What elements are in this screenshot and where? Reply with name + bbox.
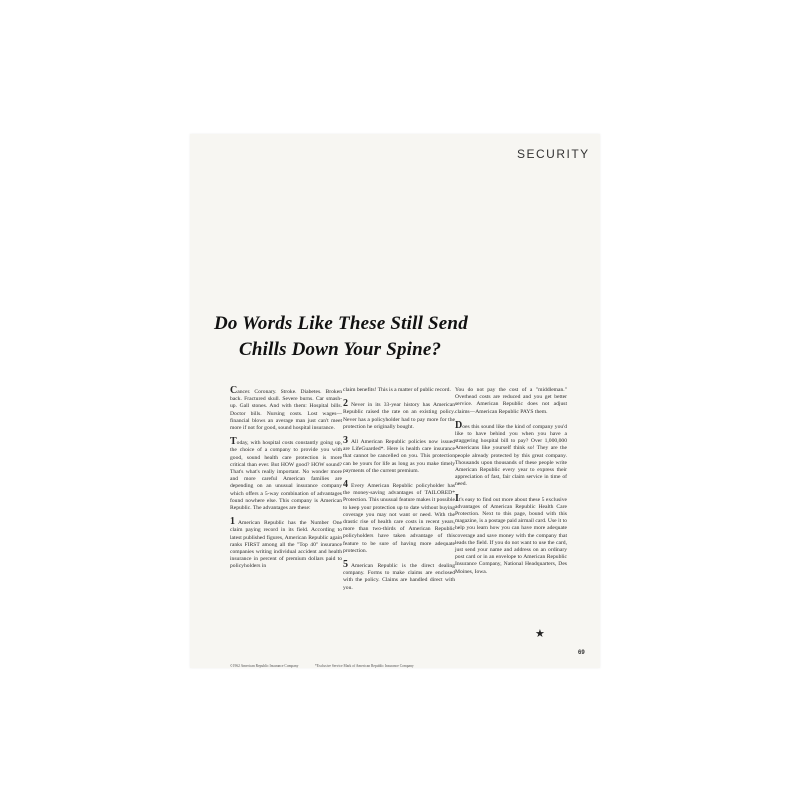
paragraph bbox=[343, 437, 455, 475]
star-icon: ★ bbox=[535, 628, 545, 640]
paragraph-text: claim benefits! This is a matter of public record. bbox=[343, 387, 451, 393]
drop-cap: T bbox=[230, 436, 237, 448]
paragraph-text: Every American Republic policyholder has the money-saving advantages of TAILORED* Protection. This unusual feature makes it possible to keep your protection up to date without buying coverage you may not want or need. With the drastic rise of health care costs in recent years, more than two-thirds of American Republic policyholders have taken advantage of this feature to be sure of having more adequate protection. bbox=[343, 483, 455, 554]
paragraph-text: American Republic is the direct dealing company. Forms to make claims are enclosed with the policy. Claims are handled direct with you. bbox=[343, 563, 455, 591]
paragraph bbox=[230, 518, 342, 570]
paragraph-text: You do not pay the cost of a "middleman." Overhead costs are reduced and you get better service. American Republic does not adjust claims—American Republic PAYS them. bbox=[455, 387, 567, 415]
paragraph bbox=[455, 387, 567, 416]
paragraph bbox=[343, 400, 455, 431]
headline bbox=[214, 311, 594, 363]
paragraph bbox=[230, 438, 342, 512]
advantage-number: 2 bbox=[343, 398, 348, 410]
drop-cap: C bbox=[230, 385, 238, 396]
paragraph bbox=[455, 419, 567, 489]
advantage-number: 1 bbox=[230, 516, 235, 528]
drop-cap: D bbox=[455, 419, 463, 431]
page-number: 69 bbox=[578, 650, 585, 656]
headline-line-1: Do Words Like These Still Send bbox=[214, 313, 468, 334]
paragraph-text: ancer. Coronary. Stroke. Diabetes. Broken back. Fractured skull. Severe burns. Car smash-up. Gall stones. And with them: Hospital bills. Doctor bills. Nursing costs. Lost wages—financial blows an average man just can't meet more if not for good, sound hospital insurance. bbox=[230, 389, 342, 432]
paragraph-text: t's easy to find out more about these 5 exclusive advantages of American Republic Health Care Protection. Next to this page, bound with this magazine, is a postage paid airmail card. Use it to help you learn how you can have more adequate coverage and save money with the company that leads the field. If you do not want to use the card, just send your name and address on an ordinary post card or in an envelope to American Republic Insurance Company, National Headquarters, Des Moines, Iowa. bbox=[455, 496, 567, 575]
paragraph-text: oday, with hospital costs constantly going up, the choice of a company to provide you with good, sound health care protection is more critical than ever. But HOW good? HOW sound? That's what's really important. No wonder more and more careful American families are depending on an unusual insurance company which offers a 5-way combination of advantages found nowhere else. This company is American Republic. The advantages are these: bbox=[230, 440, 342, 512]
paragraph bbox=[343, 387, 455, 394]
paragraph-text: All American Republic policies now issued are LifeGuarded*. Here is health care insurance that cannot be cancelled on you. This protection can be yours for life as long as you make timely payments of the current premium. bbox=[343, 439, 455, 474]
paragraph bbox=[343, 481, 455, 555]
body-column-2 bbox=[343, 387, 455, 598]
drop-cap: I bbox=[455, 492, 459, 504]
paragraph-text: Never in its 33-year history has American Republic raised the rate on an existing policy. Never has a policyholder had to pay more for the protection he originally bought. bbox=[343, 402, 455, 430]
paragraph bbox=[455, 492, 567, 576]
paragraph-text: American Republic has the Number One claim paying record in its field. According to latest published figures, American Republic again ranks FIRST among all the "Top 40" insurance companies writing individual accident and health insurance in percent of premium dollars paid to policyholders in bbox=[230, 520, 342, 570]
section-label: SECURITY bbox=[517, 147, 590, 161]
advantage-number: 5 bbox=[343, 559, 348, 571]
paragraph bbox=[343, 561, 455, 592]
headline-line-2: Chills Down Your Spine? bbox=[239, 339, 442, 360]
advantage-number: 4 bbox=[343, 479, 348, 491]
copyright-footnote: ©1962 American Republic Insurance Company bbox=[230, 664, 299, 668]
advantage-number: 3 bbox=[343, 435, 348, 447]
service-mark-footnote: *Exclusive Service Mark of American Republic Insurance Company bbox=[315, 664, 414, 668]
paragraph bbox=[230, 387, 342, 432]
body-column-3 bbox=[455, 387, 567, 582]
paragraph-text: oes this sound like the kind of company you'd like to have behind you when you have a staggering hospital bill to pay? Over 1,000,000 Americans like yourself think so! They are the people already protected by this great company. Thousands upon thousands of these people write American Republic every year to express their appreciation of fast, fair claim service in time of need. bbox=[455, 423, 567, 488]
body-column-1 bbox=[230, 387, 342, 577]
